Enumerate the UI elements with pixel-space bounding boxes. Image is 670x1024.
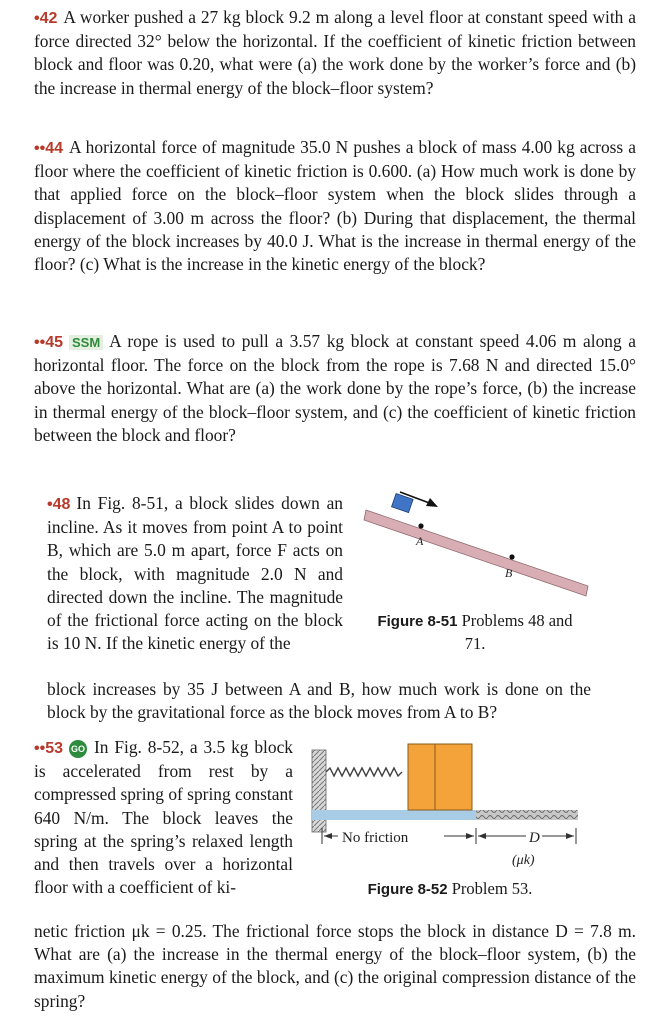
problem-text: In Fig. 8-51, a block slides down an incline. As it moves from point A to point B, which are 5.0 m apart, force F acts on the block, with magnitude 2.0 N and directed down the incline. The magnitude of the frictional force acting on the block is 10 N. If the kinetic energy of the bbox=[47, 493, 343, 654]
ssm-tag: SSM bbox=[69, 335, 103, 350]
problem-45 bbox=[34, 330, 636, 447]
point-a-label: A bbox=[416, 534, 424, 548]
problem-48-full: block increases by 35 J between A and B, how much work is done on the block by the gravitational force as the block moves from A to B? bbox=[47, 679, 591, 723]
figure-8-52-caption bbox=[330, 878, 570, 901]
figure-8-52 bbox=[304, 736, 590, 870]
problem-53-full: netic friction μk = 0.25. The frictional force stops the block in distance D = 7.8 m. What are (a) the increase in the thermal energy of the block–floor system, (b) the maximum kinetic energy of the block, and (c) the original compression distance of the spring? bbox=[34, 921, 636, 1011]
problem-number: ••53 bbox=[34, 740, 63, 757]
problem-number: ••45 bbox=[34, 334, 63, 351]
problem-text: In Fig. 8-52, a 3.5 kg block is accelerated from rest by a compressed spring of spring constant 640 N/m. The block leaves the spring at the spring’s relaxed length and then travels over a horizontal floor with a coefficient of ki- bbox=[34, 737, 293, 898]
figure-label: Figure 8-52 bbox=[367, 881, 448, 898]
point-a-dot bbox=[418, 523, 423, 528]
force-arrowhead bbox=[426, 498, 438, 507]
problem-number: •42 bbox=[34, 10, 58, 27]
problem-text: A worker pushed a 27 kg block 9.2 m along a level floor at constant speed with a force directed 32° below the horizontal. If the coefficient of kinetic friction between block and floor was 0.20, what were (a) the work done by the worker’s force and (b) the increase in thermal energy of the block–floor system? bbox=[34, 7, 636, 98]
figure-caption: Problems 48 and 71. bbox=[461, 611, 573, 653]
figure-8-51 bbox=[360, 486, 600, 598]
problem-number: ••44 bbox=[34, 140, 63, 157]
mu-label: (μk) bbox=[512, 853, 535, 868]
problem-42 bbox=[34, 6, 636, 100]
problem-text: A rope is used to pull a 3.57 kg block at constant speed 4.06 m along a horizontal floor. The force on the block from the rope is 7.68 N and directed 15.0° above the horizontal. What are (a) the work done by the rope’s force, (b) the increase in thermal energy of the block–floor system, and (c) the coefficient of kinetic friction between the block and floor? bbox=[34, 331, 636, 445]
point-b-label: B bbox=[505, 566, 513, 580]
problem-48-side bbox=[47, 492, 343, 655]
smooth-floor bbox=[312, 810, 476, 820]
go-icon: GO bbox=[69, 740, 87, 758]
problem-53-side bbox=[34, 736, 293, 899]
rough-floor bbox=[476, 810, 578, 820]
point-b-dot bbox=[509, 554, 514, 559]
problem-text: A horizontal force of magnitude 35.0 N pushes a block of mass 4.00 kg across a floor where the coefficient of kinetic friction is 0.600. (a) How much work is done by that applied force on the block–floor system when the block slides through a displacement of 3.00 m across the floor? (b) During that displacement, the thermal energy of the block increases by 40.0 J. What is the increase in thermal energy of the floor? (c) What is the increase in the kinetic energy of the block? bbox=[34, 137, 636, 275]
incline-ramp bbox=[364, 510, 588, 596]
block bbox=[408, 744, 472, 810]
figure-label: Figure 8-51 bbox=[377, 613, 458, 630]
problem-44 bbox=[34, 136, 636, 276]
distance-label: D bbox=[529, 830, 540, 846]
no-friction-label: No friction bbox=[342, 830, 409, 846]
problem-number: •48 bbox=[47, 496, 71, 513]
figure-8-51-caption bbox=[372, 610, 578, 655]
spring bbox=[326, 768, 402, 776]
figure-caption: Problem 53. bbox=[451, 879, 533, 898]
